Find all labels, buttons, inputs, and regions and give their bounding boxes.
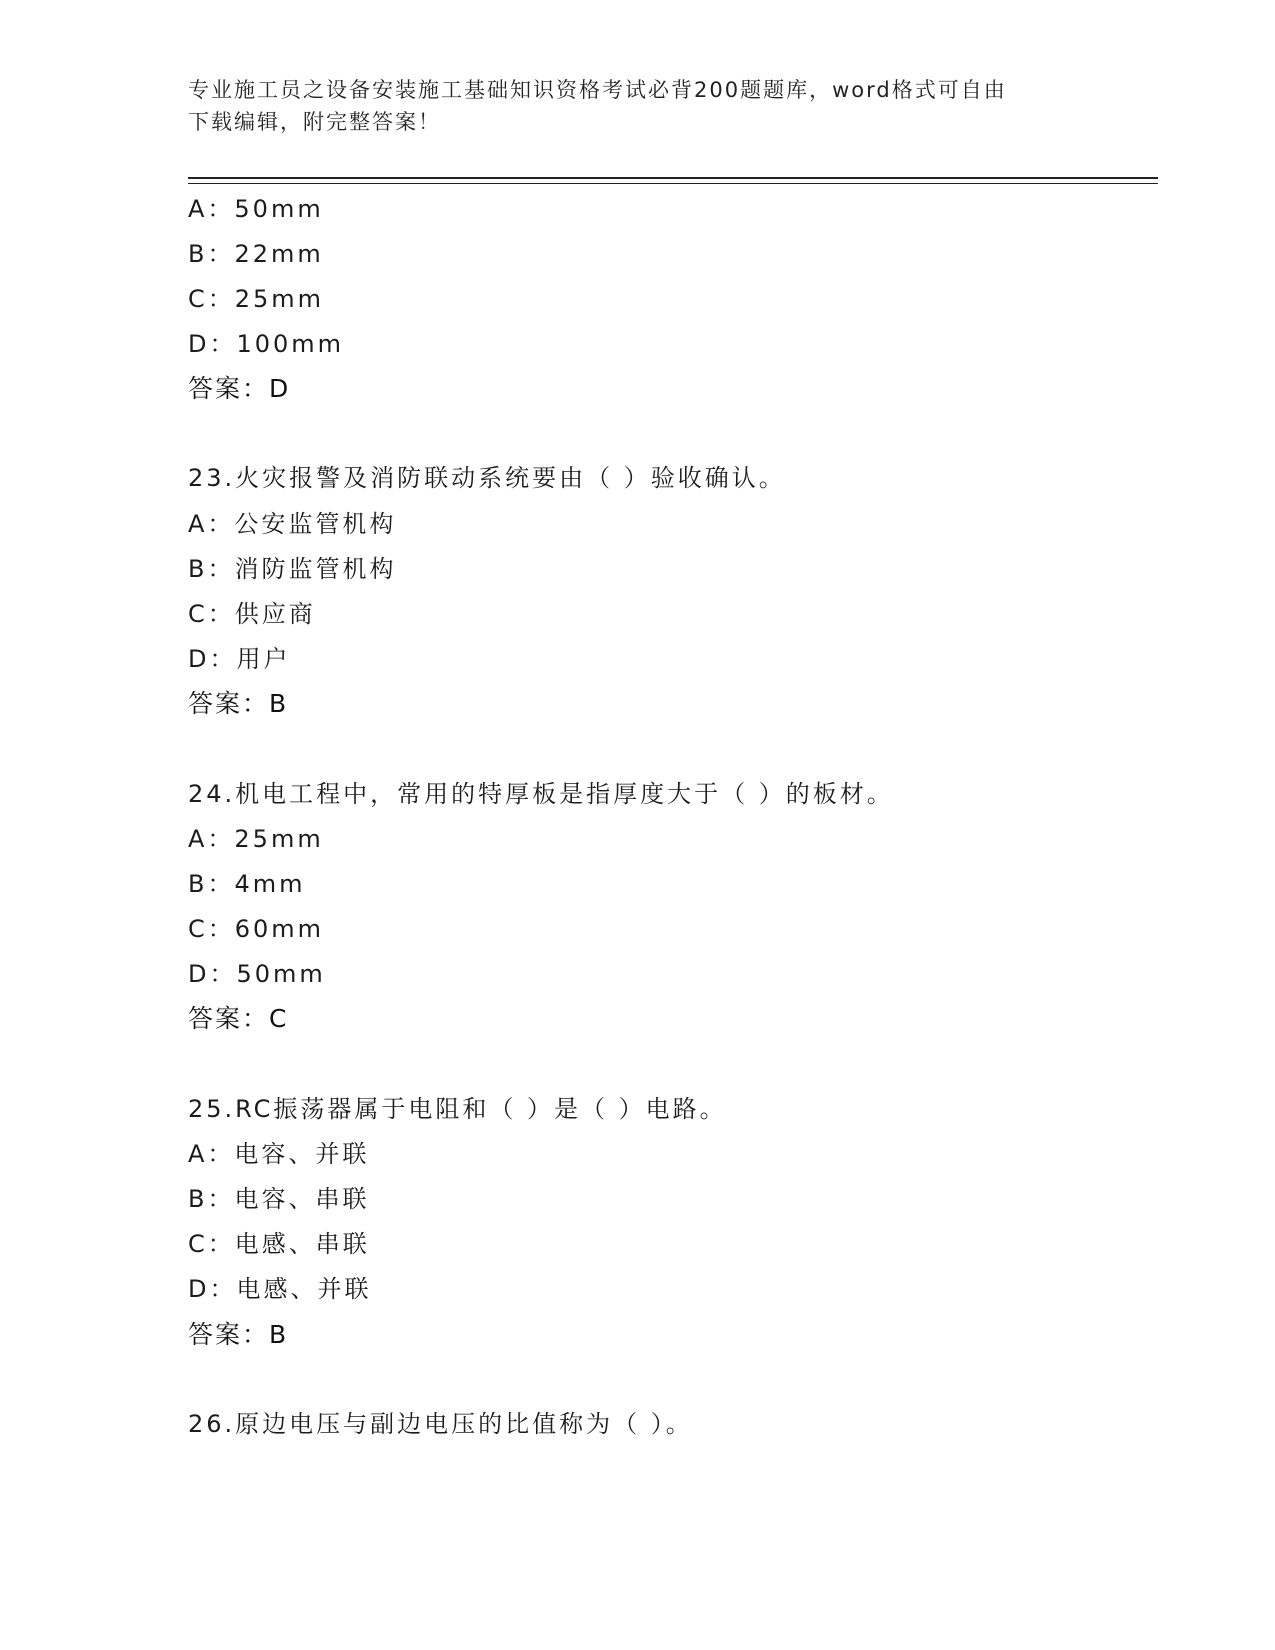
q25-option-d: D：电感、并联 — [188, 1275, 372, 1303]
q23-option-d: D：用户 — [188, 645, 291, 673]
header-line-2: 下载编辑，附完整答案！ — [188, 110, 441, 134]
q22-option-b: B：22mm — [188, 240, 324, 268]
document-header — [188, 74, 1088, 138]
q23-option-a: A：公安监管机构 — [188, 510, 397, 538]
q24-answer: 答案：C — [188, 1004, 289, 1033]
q24-option-b: B：4mm — [188, 870, 306, 898]
q24-option-d: D：50mm — [188, 960, 326, 988]
q22-answer: 答案：D — [188, 374, 291, 403]
q25-option-b: B：电容、串联 — [188, 1185, 370, 1213]
q22-option-c: C：25mm — [188, 285, 325, 313]
q25-answer: 答案：B — [188, 1320, 289, 1349]
q25-question: 25.RC振荡器属于电阻和（ ）是（ ）电路。 — [188, 1095, 727, 1123]
q24-option-a: A：25mm — [188, 825, 324, 853]
q22-option-a: A：50mm — [188, 195, 324, 223]
header-rule-thick — [188, 177, 1158, 179]
q23-option-c: C：供应商 — [188, 600, 316, 628]
q26-question: 26.原边电压与副边电压的比值称为（ ）。 — [188, 1410, 693, 1438]
header-rule-thin — [188, 183, 1158, 184]
q25-option-a: A：电容、并联 — [188, 1140, 370, 1168]
q22-option-d: D：100mm — [188, 330, 345, 358]
q24-option-c: C：60mm — [188, 915, 325, 943]
q24-question: 24.机电工程中，常用的特厚板是指厚度大于（ ）的板材。 — [188, 780, 894, 808]
q25-option-c: C：电感、串联 — [188, 1230, 370, 1258]
q23-question: 23.火灾报警及消防联动系统要由（ ）验收确认。 — [188, 464, 786, 492]
q23-answer: 答案：B — [188, 689, 289, 718]
header-line-1: 专业施工员之设备安装施工基础知识资格考试必背200题题库，word格式可自由 — [188, 78, 1007, 102]
q23-option-b: B：消防监管机构 — [188, 555, 397, 583]
